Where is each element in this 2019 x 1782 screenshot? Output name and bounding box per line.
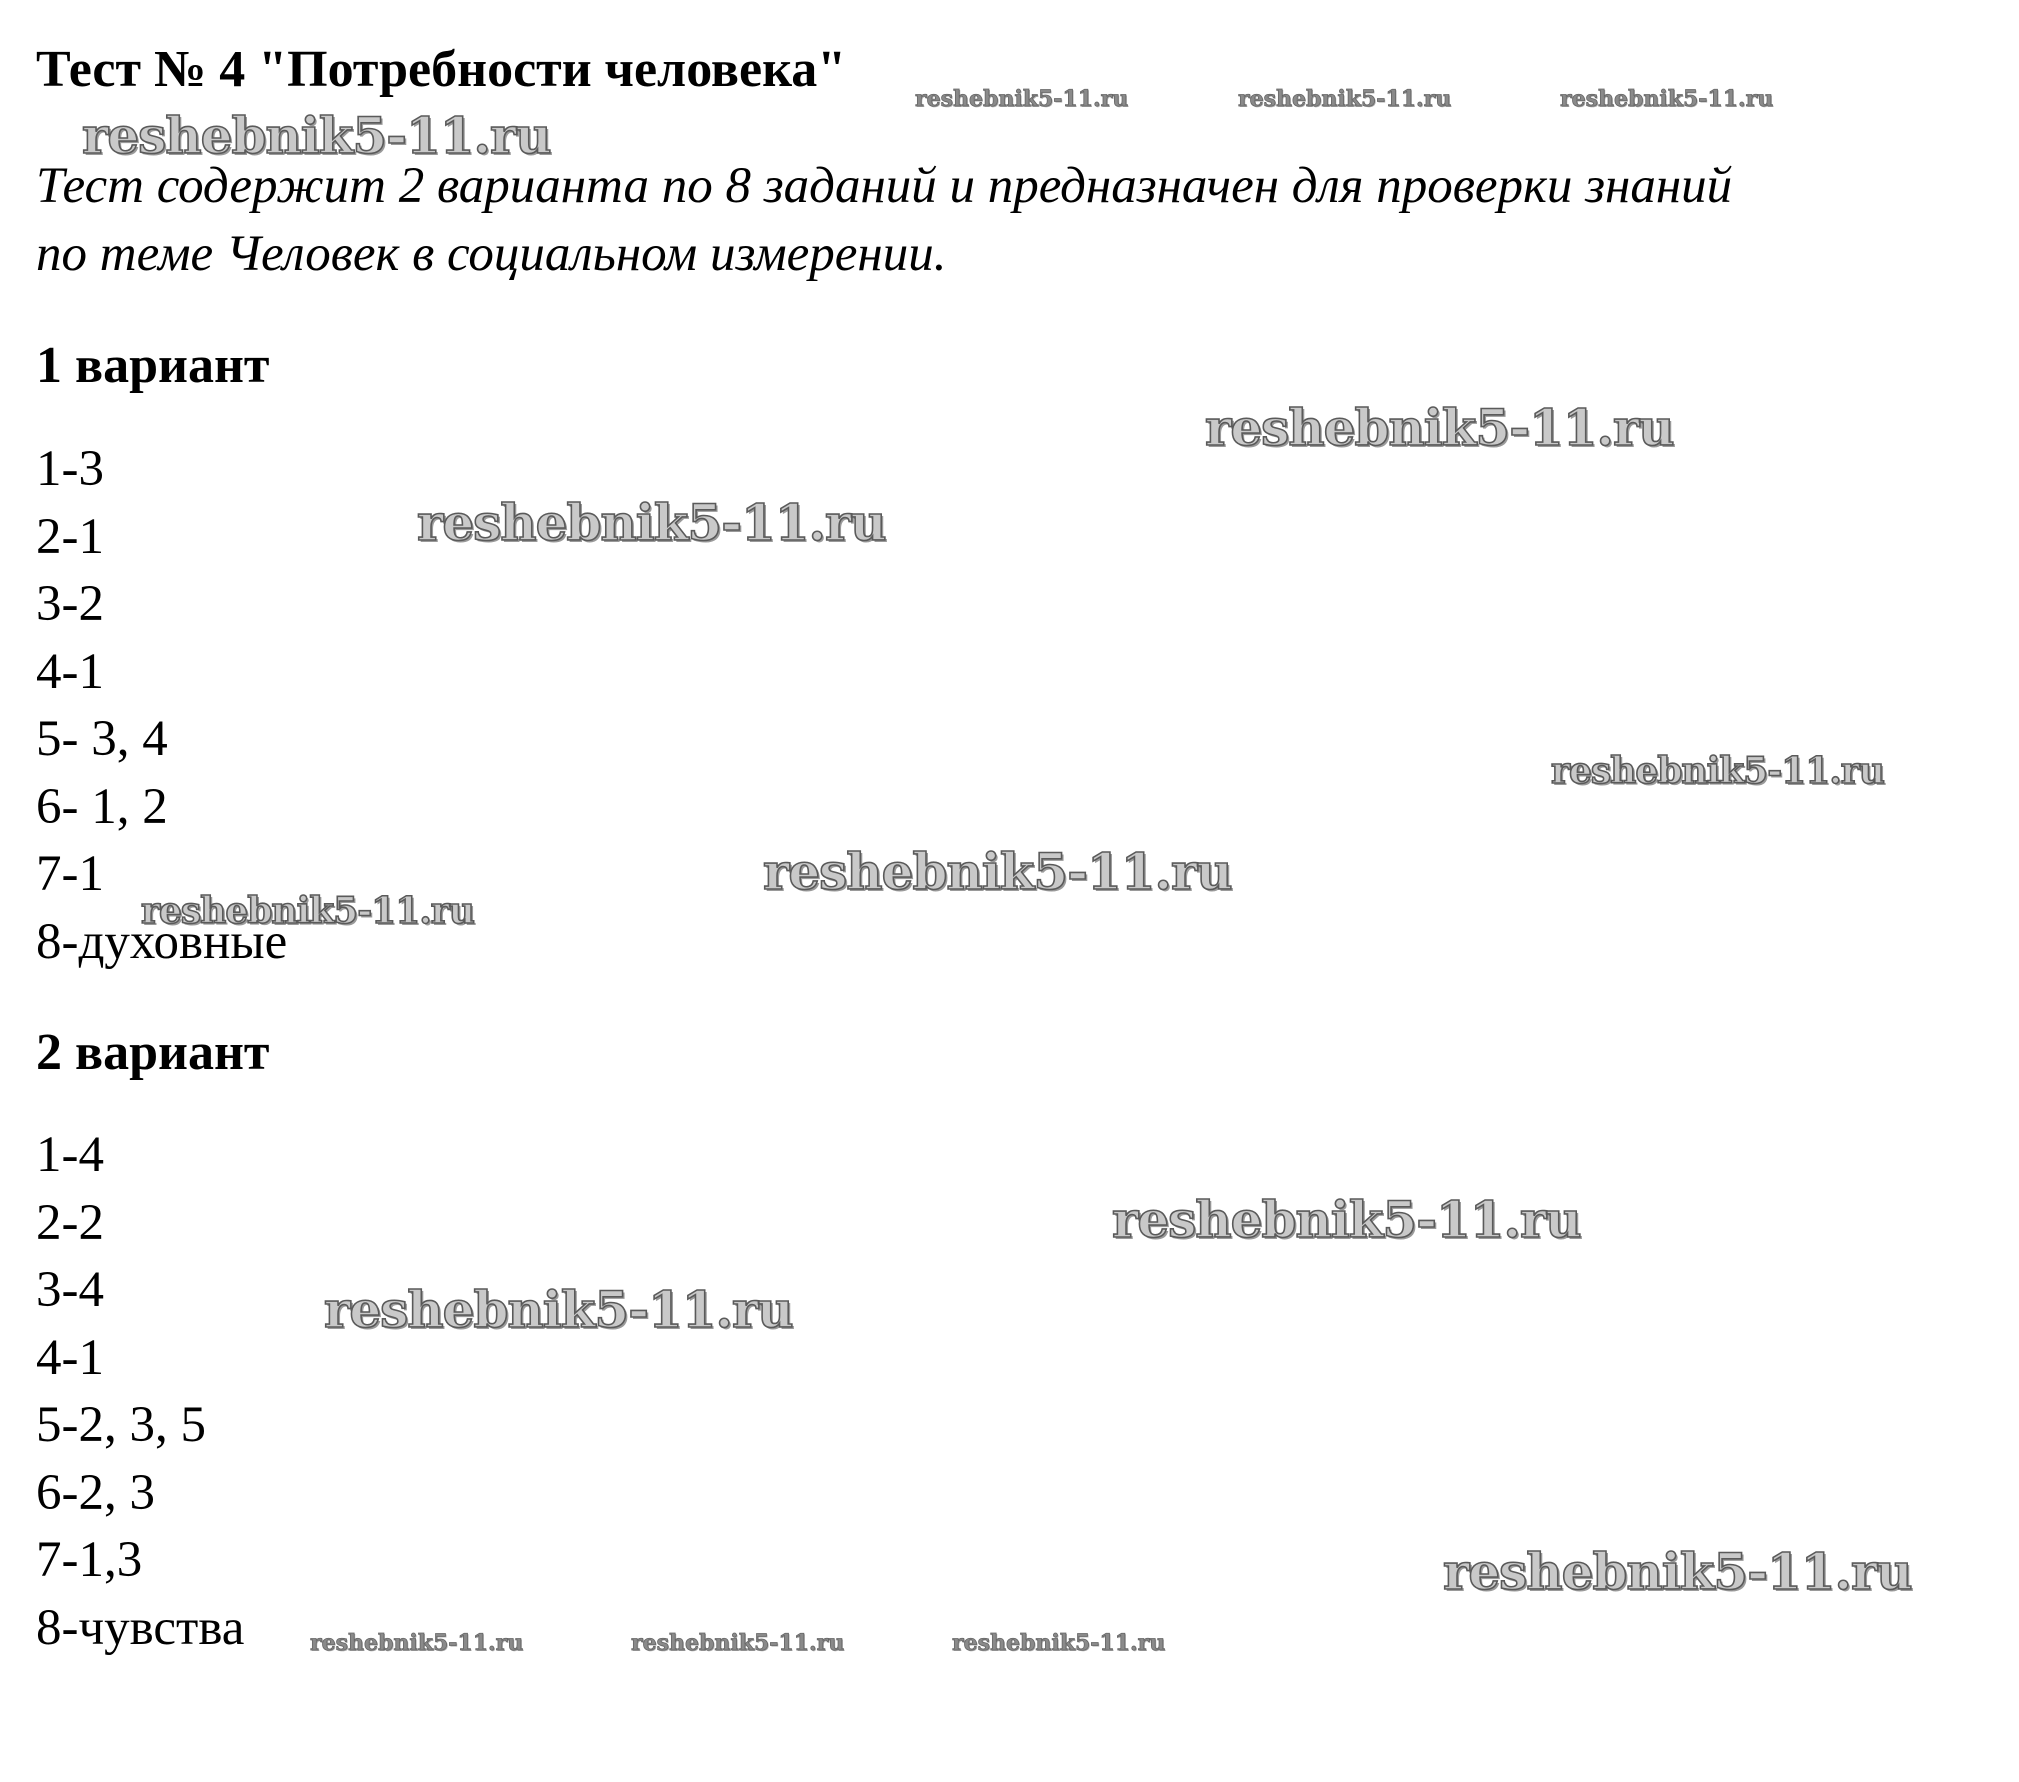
- answer-item: 4-1: [36, 643, 104, 700]
- watermark: reshebnik5-11.ru: [952, 1630, 1166, 1656]
- answer-item: 6-2, 3: [36, 1464, 155, 1521]
- answer-item: 2-1: [36, 508, 104, 565]
- answer-item: 7-1: [36, 846, 104, 902]
- answer-item: 1-4: [36, 1127, 104, 1183]
- answer-item: 5-2, 3, 5: [36, 1397, 206, 1453]
- watermark: reshebnik5-11.ru: [1238, 86, 1452, 112]
- watermark: reshebnik5-11.ru: [417, 493, 886, 552]
- intro-line-1: Тест содержит 2 варианта по 8 заданий и предназначен для проверки знаний: [36, 158, 1733, 214]
- variant-1-heading: 1 вариант: [36, 337, 270, 394]
- answer-item: 6- 1, 2: [36, 778, 168, 835]
- watermark: reshebnik5-11.ru: [915, 86, 1129, 112]
- watermark: reshebnik5-11.ru: [763, 842, 1232, 901]
- page-title: Тест № 4 "Потребности человека": [36, 41, 847, 98]
- answer-item: 8-духовные: [36, 913, 288, 970]
- answer-item: 3-2: [36, 576, 104, 632]
- watermark: reshebnik5-11.ru: [631, 1630, 845, 1656]
- answer-item: 1-3: [36, 441, 104, 497]
- watermark: reshebnik5-11.ru: [82, 106, 551, 165]
- answer-item: 8-чувства: [36, 1599, 245, 1656]
- intro-paragraph: [36, 152, 1996, 288]
- watermark: reshebnik5-11.ru: [1112, 1190, 1581, 1249]
- variant-2-heading: 2 вариант: [36, 1024, 270, 1081]
- watermark: reshebnik5-11.ru: [141, 890, 474, 932]
- variant-2-answers: [36, 1122, 244, 1662]
- watermark: reshebnik5-11.ru: [310, 1630, 524, 1656]
- answer-item: 7-1,3: [36, 1532, 143, 1588]
- answer-item: 2-2: [36, 1194, 104, 1251]
- answer-item: 4-1: [36, 1329, 104, 1386]
- watermark: reshebnik5-11.ru: [1443, 1542, 1912, 1601]
- intro-line-2: по теме Человек в социальном измерении.: [36, 226, 947, 282]
- watermark: reshebnik5-11.ru: [1560, 86, 1774, 112]
- watermark: reshebnik5-11.ru: [1205, 398, 1674, 457]
- answer-item: 5- 3, 4: [36, 711, 168, 767]
- watermark: reshebnik5-11.ru: [324, 1280, 793, 1339]
- watermark: reshebnik5-11.ru: [1551, 750, 1884, 792]
- answer-item: 3-4: [36, 1262, 104, 1318]
